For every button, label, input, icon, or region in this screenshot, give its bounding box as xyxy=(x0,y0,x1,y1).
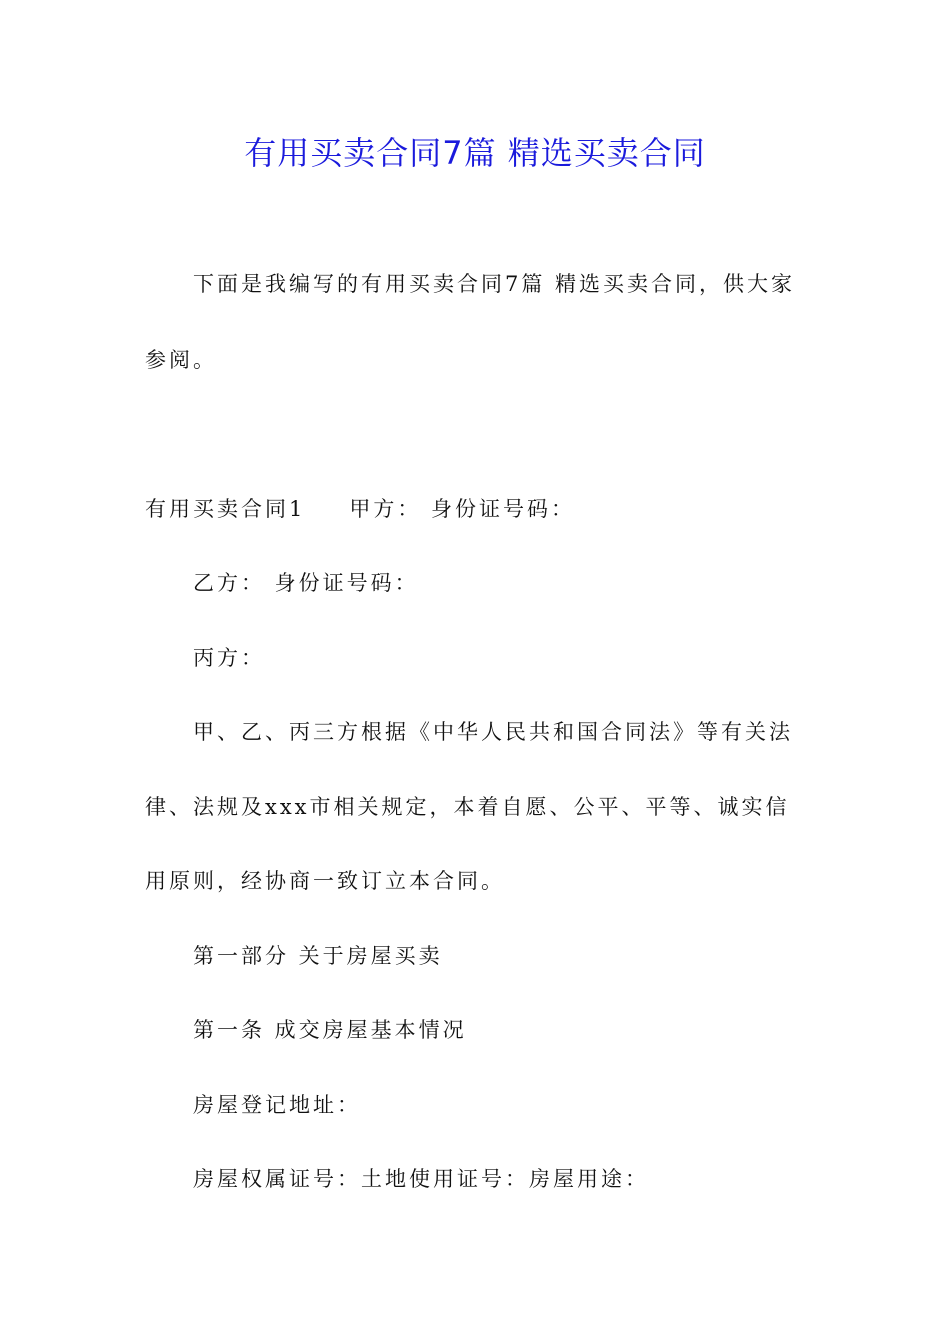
preamble-line-2: 律、法规及xxx市相关规定，本着自愿、公平、平等、诚实信 xyxy=(145,795,790,819)
contract-heading: 有用买卖合同1 xyxy=(145,497,306,521)
party-a-line: 甲方： 身份证号码： xyxy=(349,497,576,521)
contract-heading-row xyxy=(145,495,575,523)
part-1-heading: 第一部分 关于房屋买卖 xyxy=(193,944,443,968)
document-title: 有用买卖合同7篇 精选买卖合同 xyxy=(244,134,706,172)
preamble-line-1: 甲、乙、丙三方根据《中华人民共和国合同法》等有关法 xyxy=(193,720,793,744)
party-b-line: 乙方： 身份证号码： xyxy=(193,571,419,595)
property-address-line: 房屋登记地址： xyxy=(193,1093,361,1117)
article-1-heading: 第一条 成交房屋基本情况 xyxy=(193,1018,467,1042)
party-c-line: 丙方： xyxy=(193,646,265,670)
intro-line-2: 参阅。 xyxy=(145,348,217,372)
preamble-line-3: 用原则，经协商一致订立本合同。 xyxy=(145,869,505,893)
property-cert-line: 房屋权属证号：土地使用证号：房屋用途： xyxy=(193,1167,649,1191)
intro-line-1: 下面是我编写的有用买卖合同7篇 精选买卖合同，供大家 xyxy=(193,272,796,296)
